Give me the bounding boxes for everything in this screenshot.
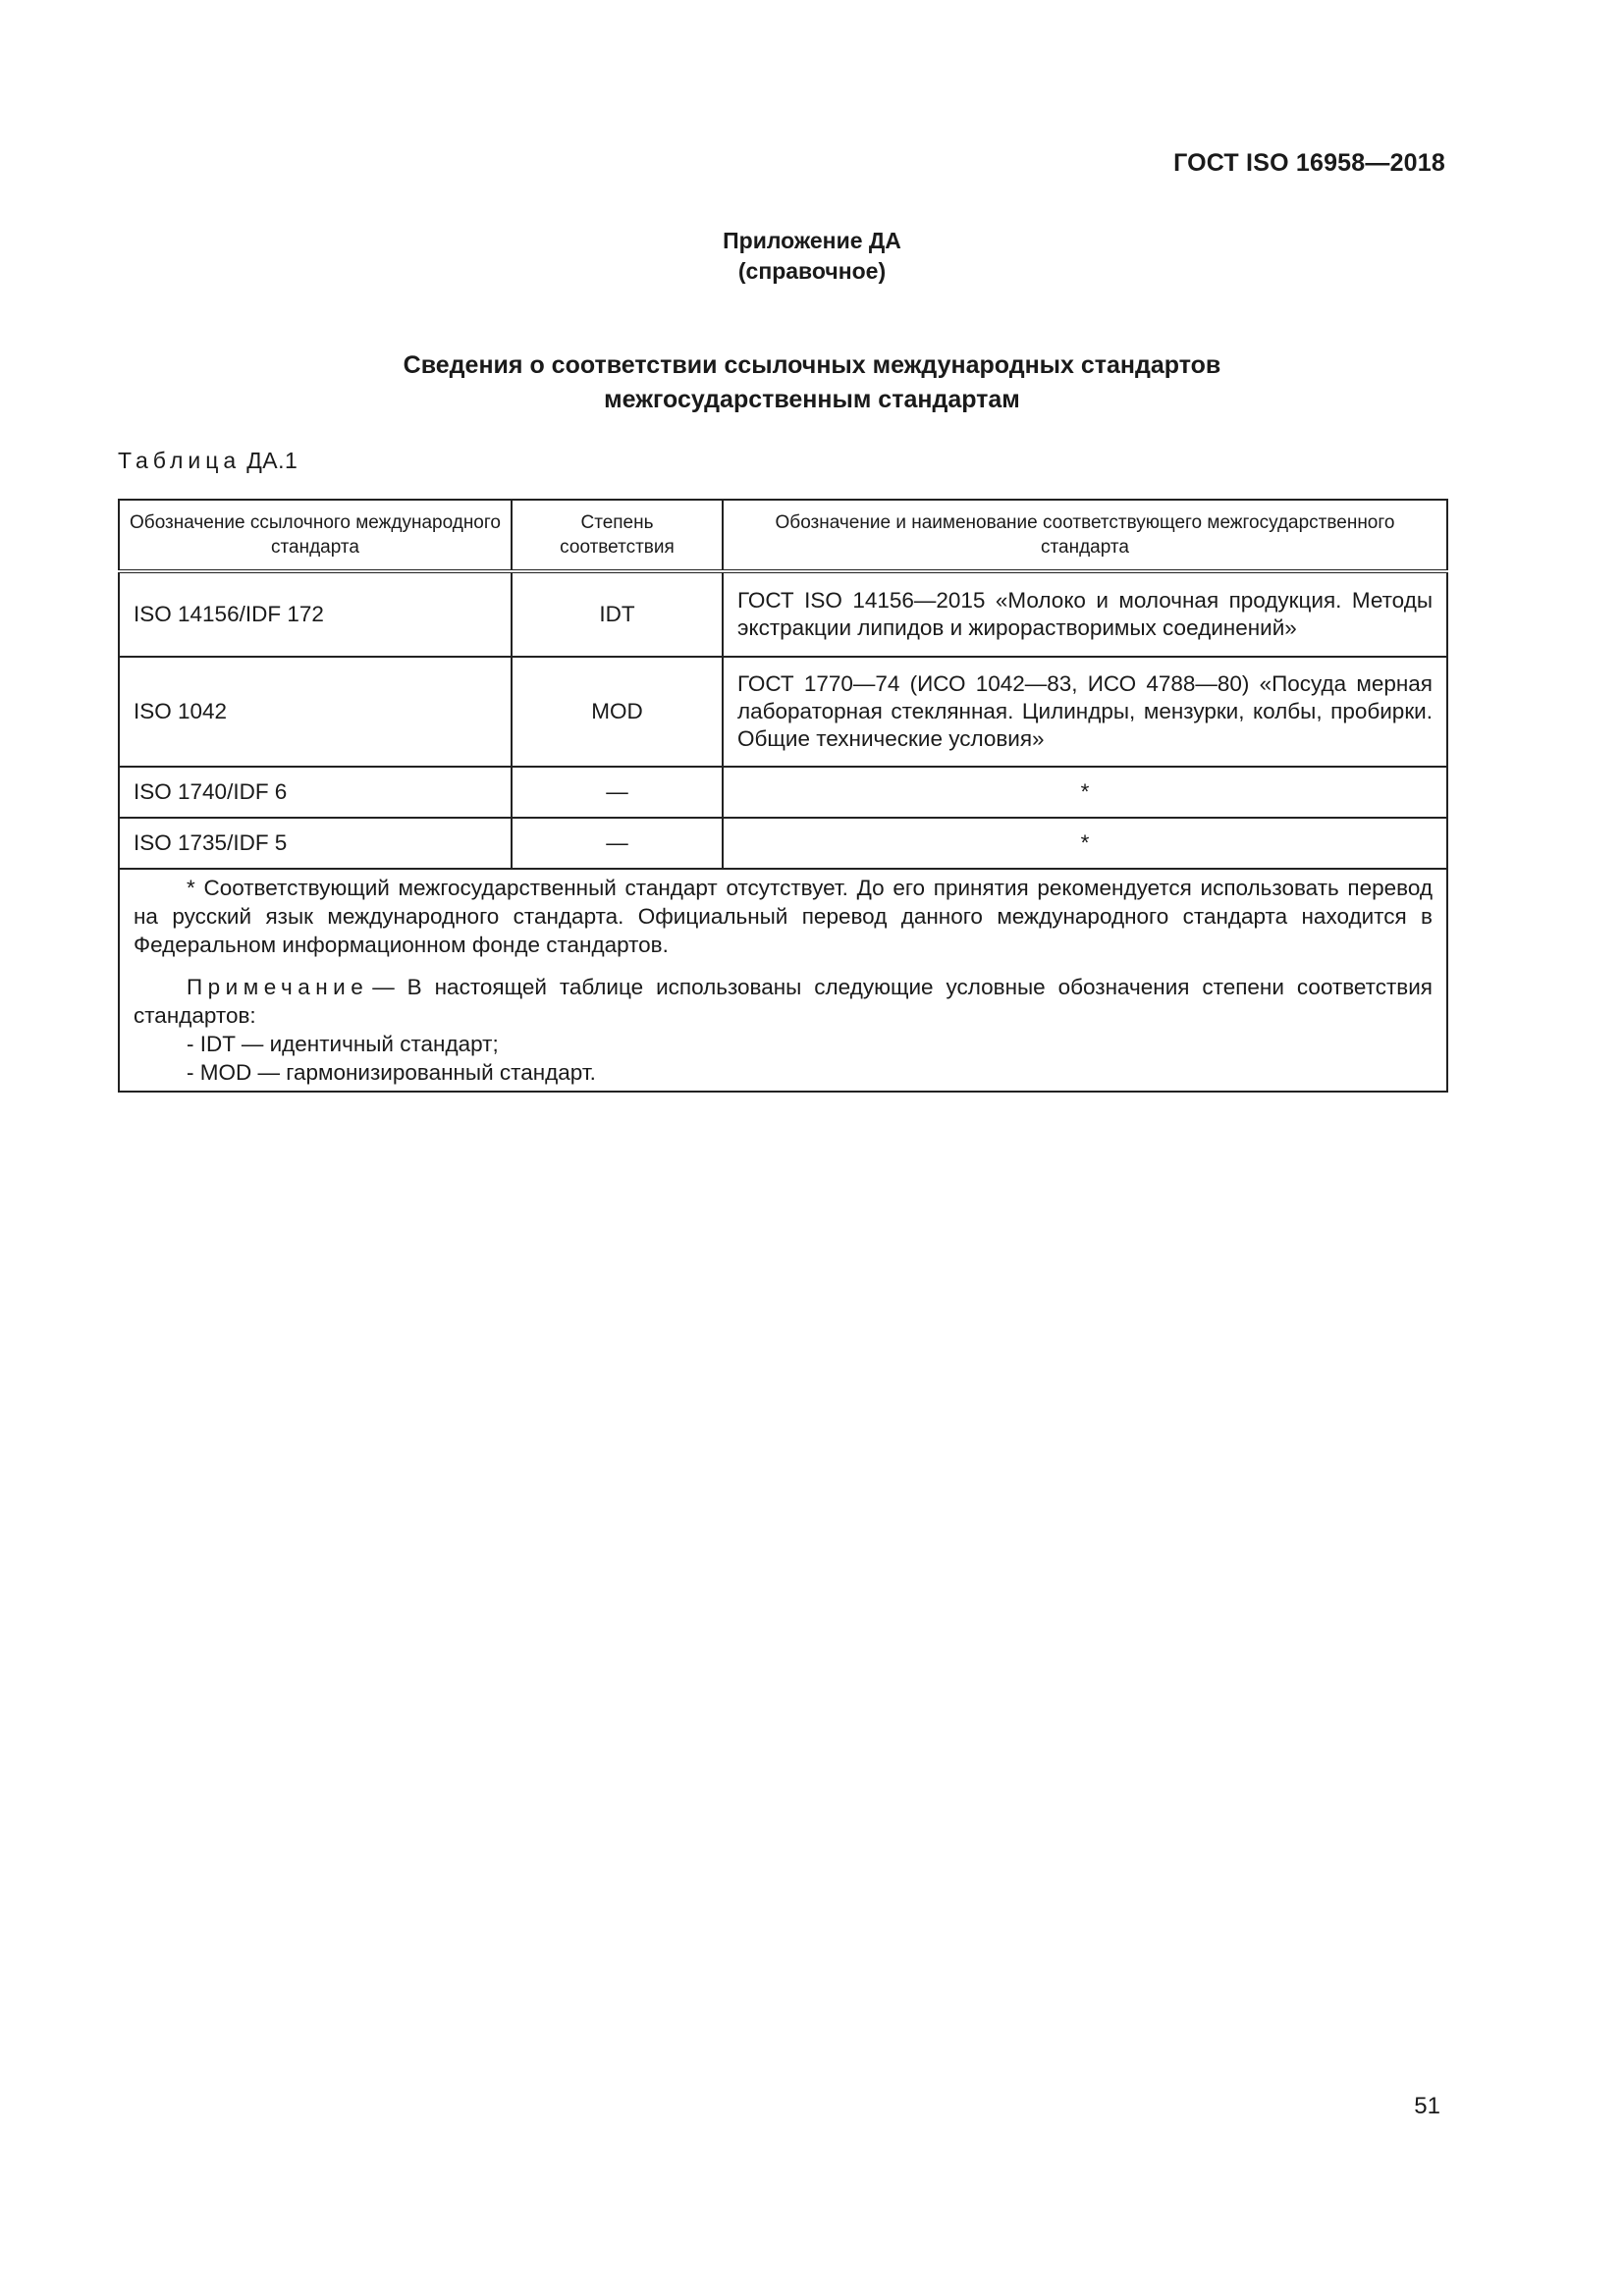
section-title — [0, 348, 1624, 417]
table-caption-word: Таблица — [118, 448, 242, 473]
cell-degree: IDT — [512, 571, 723, 657]
header-ref-standard: Обозначение ссылочного международного стандарта — [119, 500, 512, 571]
cell-ref: ISO 14156/IDF 172 — [119, 571, 512, 657]
table-notes — [119, 869, 1447, 1092]
note-item-mod: - MOD — гармонизированный стандарт. — [187, 1060, 596, 1085]
table-row — [119, 657, 1447, 767]
document-code: ГОСТ ISO 16958—2018 — [1173, 149, 1445, 177]
cell-degree: — — [512, 818, 723, 869]
table-footnote: * Соответствующий межгосударственный стандарт отсутствует. До его принятия рекомендуется использовать перевод на русский язык международного стандарта. Официальный перевод данного международного стандарта находится в Федеральном информационном фонде стандартов. — [134, 876, 1433, 957]
note-text: — В настоящей таблице использованы следующие условные обозначения степени соответствия стандартов: — [134, 975, 1433, 1028]
table-row — [119, 571, 1447, 657]
cell-national: * — [723, 767, 1447, 818]
note-label: Примечание — [187, 975, 369, 999]
cell-national: ГОСТ ISO 14156—2015 «Молоко и молочная продукция. Методы экстракции липидов и жирорастворимых соединений» — [723, 571, 1447, 657]
note-item-idt: - IDT — идентичный стандарт; — [187, 1032, 499, 1056]
annex-subtitle: (справочное) — [737, 258, 887, 284]
annex-heading — [0, 226, 1624, 287]
section-title-line1: Сведения о соответствии ссылочных международных стандартов — [403, 351, 1221, 379]
cell-degree: MOD — [512, 657, 723, 767]
table-row — [119, 767, 1447, 818]
cell-ref: ISO 1735/IDF 5 — [119, 818, 512, 869]
header-degree: Степень соответствия — [512, 500, 723, 571]
header-national-standard: Обозначение и наименование соответствующего межгосударственного стандарта — [723, 500, 1447, 571]
conformity-table — [118, 499, 1448, 1093]
section-title-line2: межгосударственным стандартам — [604, 386, 1020, 413]
annex-title: Приложение ДА — [723, 228, 901, 253]
cell-national: * — [723, 818, 1447, 869]
cell-degree: — — [512, 767, 723, 818]
table-caption-id: ДА.1 — [246, 448, 298, 473]
table-row — [119, 818, 1447, 869]
table-header-row — [119, 500, 1447, 571]
table-notes-row — [119, 869, 1447, 1092]
cell-national: ГОСТ 1770—74 (ИСО 1042—83, ИСО 4788—80) «Посуда мерная лабораторная стеклянная. Цилиндры, мензурки, колбы, пробирки. Общие технические условия» — [723, 657, 1447, 767]
page-number: 51 — [1414, 2093, 1440, 2119]
table-note — [134, 973, 1433, 1030]
cell-ref: ISO 1042 — [119, 657, 512, 767]
cell-ref: ISO 1740/IDF 6 — [119, 767, 512, 818]
table-caption — [118, 448, 298, 474]
